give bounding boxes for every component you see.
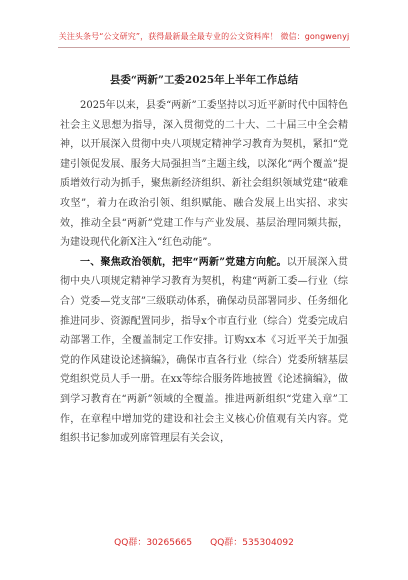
section-1-text: 以开展深入贯彻中央八项规定精神学习教育为契机，构建“两新工委—行业（综合）党委—党支部”三级联动体系，确保动员部署同步、任务细化推进同步、资源配置同步，指导x个市直行业（综合）党委完成启动部署工作，全覆盖制定工作安排。订购xx本《习近平关于加强党的作风建设论述摘编》，确保市直各行业（综合）党委所辖基层党组织党员人手一册。在xx等综合服务阵地披置《论述摘编》，做到学习教育在“两新”领域的全覆盖。推进两新组织“党建入章”工作，在章程中增加党的建设和社会主义核心价值观有关内容。党组织书记参加或列席管理层有关会议， — [60, 256, 348, 445]
document-body — [60, 96, 348, 449]
intro-paragraph: 2025年以来，县委“两新”工委坚持以习近平新时代中国特色社会主义思想为指导，深入贯彻党的二十大、二十届三中全会精神，以开展深入贯彻中央八项规定精神学习教育为契机，紧扣“党建引领促发展、服务大局强担当”主题主线，以深化“两个覆盖”提质增效行动为抓手，聚焦新经济组织、新社会组织领域党建“破难攻坚”，着力在政治引领、组织赋能、融合发展上出实招、求实效，推动全县“两新”党建工作与产业发展、基层治理同频共振，为建设现代化新X注入“红色动能”。 — [60, 100, 348, 249]
header-divider — [58, 47, 350, 48]
footer-contact — [0, 535, 408, 548]
footer-qq-group-1: QQ群：30265665 — [114, 538, 193, 548]
document-title: 县委“两新”工委2025年上半年工作总结 — [109, 74, 299, 86]
header-promo-note: 关注头条号“公文研究”，获得最新最全最专业的公文资料库！ 微信：gongwenyj — [58, 32, 350, 41]
section-1-paragraph — [60, 253, 348, 449]
section-1-heading: 一、聚焦政治领航，把牢“两新”党建方向舵。 — [80, 256, 287, 268]
footer-qq-group-2: QQ群：535304092 — [210, 538, 294, 548]
